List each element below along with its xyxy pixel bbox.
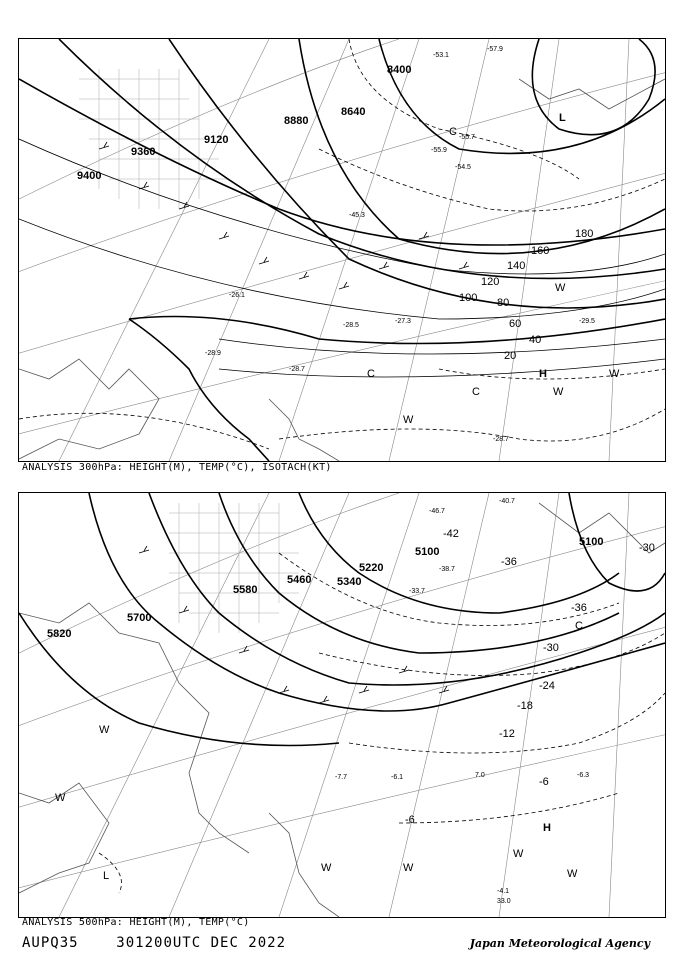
station-value: -7.7 <box>335 774 348 781</box>
warm-symbol: W <box>555 282 566 294</box>
analysis-300hpa-map <box>18 38 666 462</box>
height-label: 9360 <box>131 146 156 158</box>
station-value: -33.7 <box>409 588 425 595</box>
system-symbols-500 <box>55 620 583 882</box>
temp-value: -28.7 <box>289 366 305 373</box>
station-value: -46.7 <box>429 508 445 515</box>
warm-symbol: W <box>55 792 66 804</box>
isotach-label: 120 <box>481 276 500 288</box>
height-label: 8880 <box>284 115 309 127</box>
isotherm-label: -36 <box>571 602 587 614</box>
station-value: -38.7 <box>439 566 455 573</box>
isotherm-label: -24 <box>539 680 555 692</box>
height-label: 5220 <box>359 562 384 574</box>
low-symbol: L <box>103 870 110 882</box>
analysis-500hpa-map <box>18 492 666 918</box>
isotach-label: 80 <box>497 297 510 309</box>
cold-symbol: C <box>575 620 583 632</box>
warm-symbol: W <box>99 724 110 736</box>
isotherm-label: -30 <box>639 542 655 554</box>
high-symbol: H <box>543 822 551 834</box>
height-label: 9400 <box>77 170 102 182</box>
temp-value: -55.9 <box>431 147 447 154</box>
height-label: 5820 <box>47 628 72 640</box>
station-value: -40.7 <box>499 498 515 505</box>
isotherm-label: -42 <box>443 528 459 540</box>
temp-value: -29.5 <box>579 318 595 325</box>
isotherm-label: -6 <box>539 776 549 788</box>
isotherms-300 <box>19 39 665 449</box>
cold-symbol: C <box>449 126 457 138</box>
isotach-label: 140 <box>507 260 526 272</box>
isotach-label: 180 <box>575 228 594 240</box>
warm-symbol: W <box>403 414 414 426</box>
wind-barbs-300 <box>99 142 469 289</box>
height-label: 9120 <box>204 134 229 146</box>
isotach-label: 100 <box>459 292 478 304</box>
height-labels-300 <box>77 64 411 182</box>
coastline-300 <box>19 79 665 461</box>
cold-symbol: C <box>367 368 375 380</box>
isotherm-label: -6 <box>405 814 415 826</box>
temp-value: -26.1 <box>229 292 245 299</box>
low-contour-300 <box>532 39 655 135</box>
isotach-label: 60 <box>509 318 522 330</box>
isotach-label: 20 <box>504 350 517 362</box>
station-values-500 <box>335 498 589 905</box>
height-contours-300 <box>19 39 665 344</box>
valid-time: 301200UTC DEC 2022 <box>116 935 287 951</box>
temp-value: -45.3 <box>349 212 365 219</box>
height-label: 5460 <box>287 574 312 586</box>
temp-value: -27.3 <box>395 318 411 325</box>
height-label: 5700 <box>127 612 152 624</box>
temp-value: -54.5 <box>455 164 471 171</box>
height-label: 5340 <box>337 576 362 588</box>
graticule-500 <box>19 493 665 917</box>
height-label: 8400 <box>387 64 412 76</box>
height-label: 5100 <box>415 546 440 558</box>
station-value: -4.1 <box>497 888 510 895</box>
temp-value: -28.5 <box>343 322 359 329</box>
height-contours-500 <box>19 493 665 746</box>
height-label: 5100 <box>579 536 604 548</box>
warm-symbol: W <box>321 862 332 874</box>
station-value: -6.1 <box>391 774 404 781</box>
station-value: -6.3 <box>577 772 590 779</box>
graticule-300 <box>19 39 665 461</box>
isotach-label: 40 <box>529 334 542 346</box>
map-500hpa-svg <box>19 493 665 917</box>
height-label: 8640 <box>341 106 366 118</box>
isotherm-label: -18 <box>517 700 533 712</box>
caption-300hpa: ANALYSIS 300hPa: HEIGHT(M), TEMP(°C), ISOTACH(KT) <box>22 462 332 473</box>
chart-id: AUPQ35 <box>22 935 79 951</box>
station-value: 7.0 <box>475 772 485 779</box>
isotherm-label: -12 <box>499 728 515 740</box>
isotherm-label: -36 <box>501 556 517 568</box>
agency-name: Japan Meteorological Agency <box>469 937 650 950</box>
height-label: 5580 <box>233 584 258 596</box>
warm-symbol: W <box>553 386 564 398</box>
chart-footer-id <box>22 935 286 951</box>
cold-symbol: C <box>472 386 480 398</box>
warm-symbol: W <box>513 848 524 860</box>
low-symbol: L <box>559 112 566 124</box>
coastline-500 <box>19 503 665 917</box>
high-symbol: H <box>539 368 547 380</box>
hatch-500 <box>169 503 299 633</box>
caption-500hpa: ANALYSIS 500hPa: HEIGHT(M), TEMP(°C) <box>22 917 250 928</box>
map-300hpa-svg <box>19 39 665 461</box>
warm-symbol: W <box>609 368 620 380</box>
temp-value: -28.9 <box>205 350 221 357</box>
system-symbols-300 <box>367 112 620 426</box>
temp-value: -55.7 <box>459 134 475 141</box>
temp-value: -57.9 <box>487 46 503 53</box>
station-value: 33.0 <box>497 898 511 905</box>
warm-symbol: W <box>403 862 414 874</box>
temp-value: -53.1 <box>433 52 449 59</box>
isotherm-label: -30 <box>543 642 559 654</box>
temp-value: -28.7 <box>493 436 509 443</box>
isotach-label: 160 <box>531 245 550 257</box>
warm-symbol: W <box>567 868 578 880</box>
